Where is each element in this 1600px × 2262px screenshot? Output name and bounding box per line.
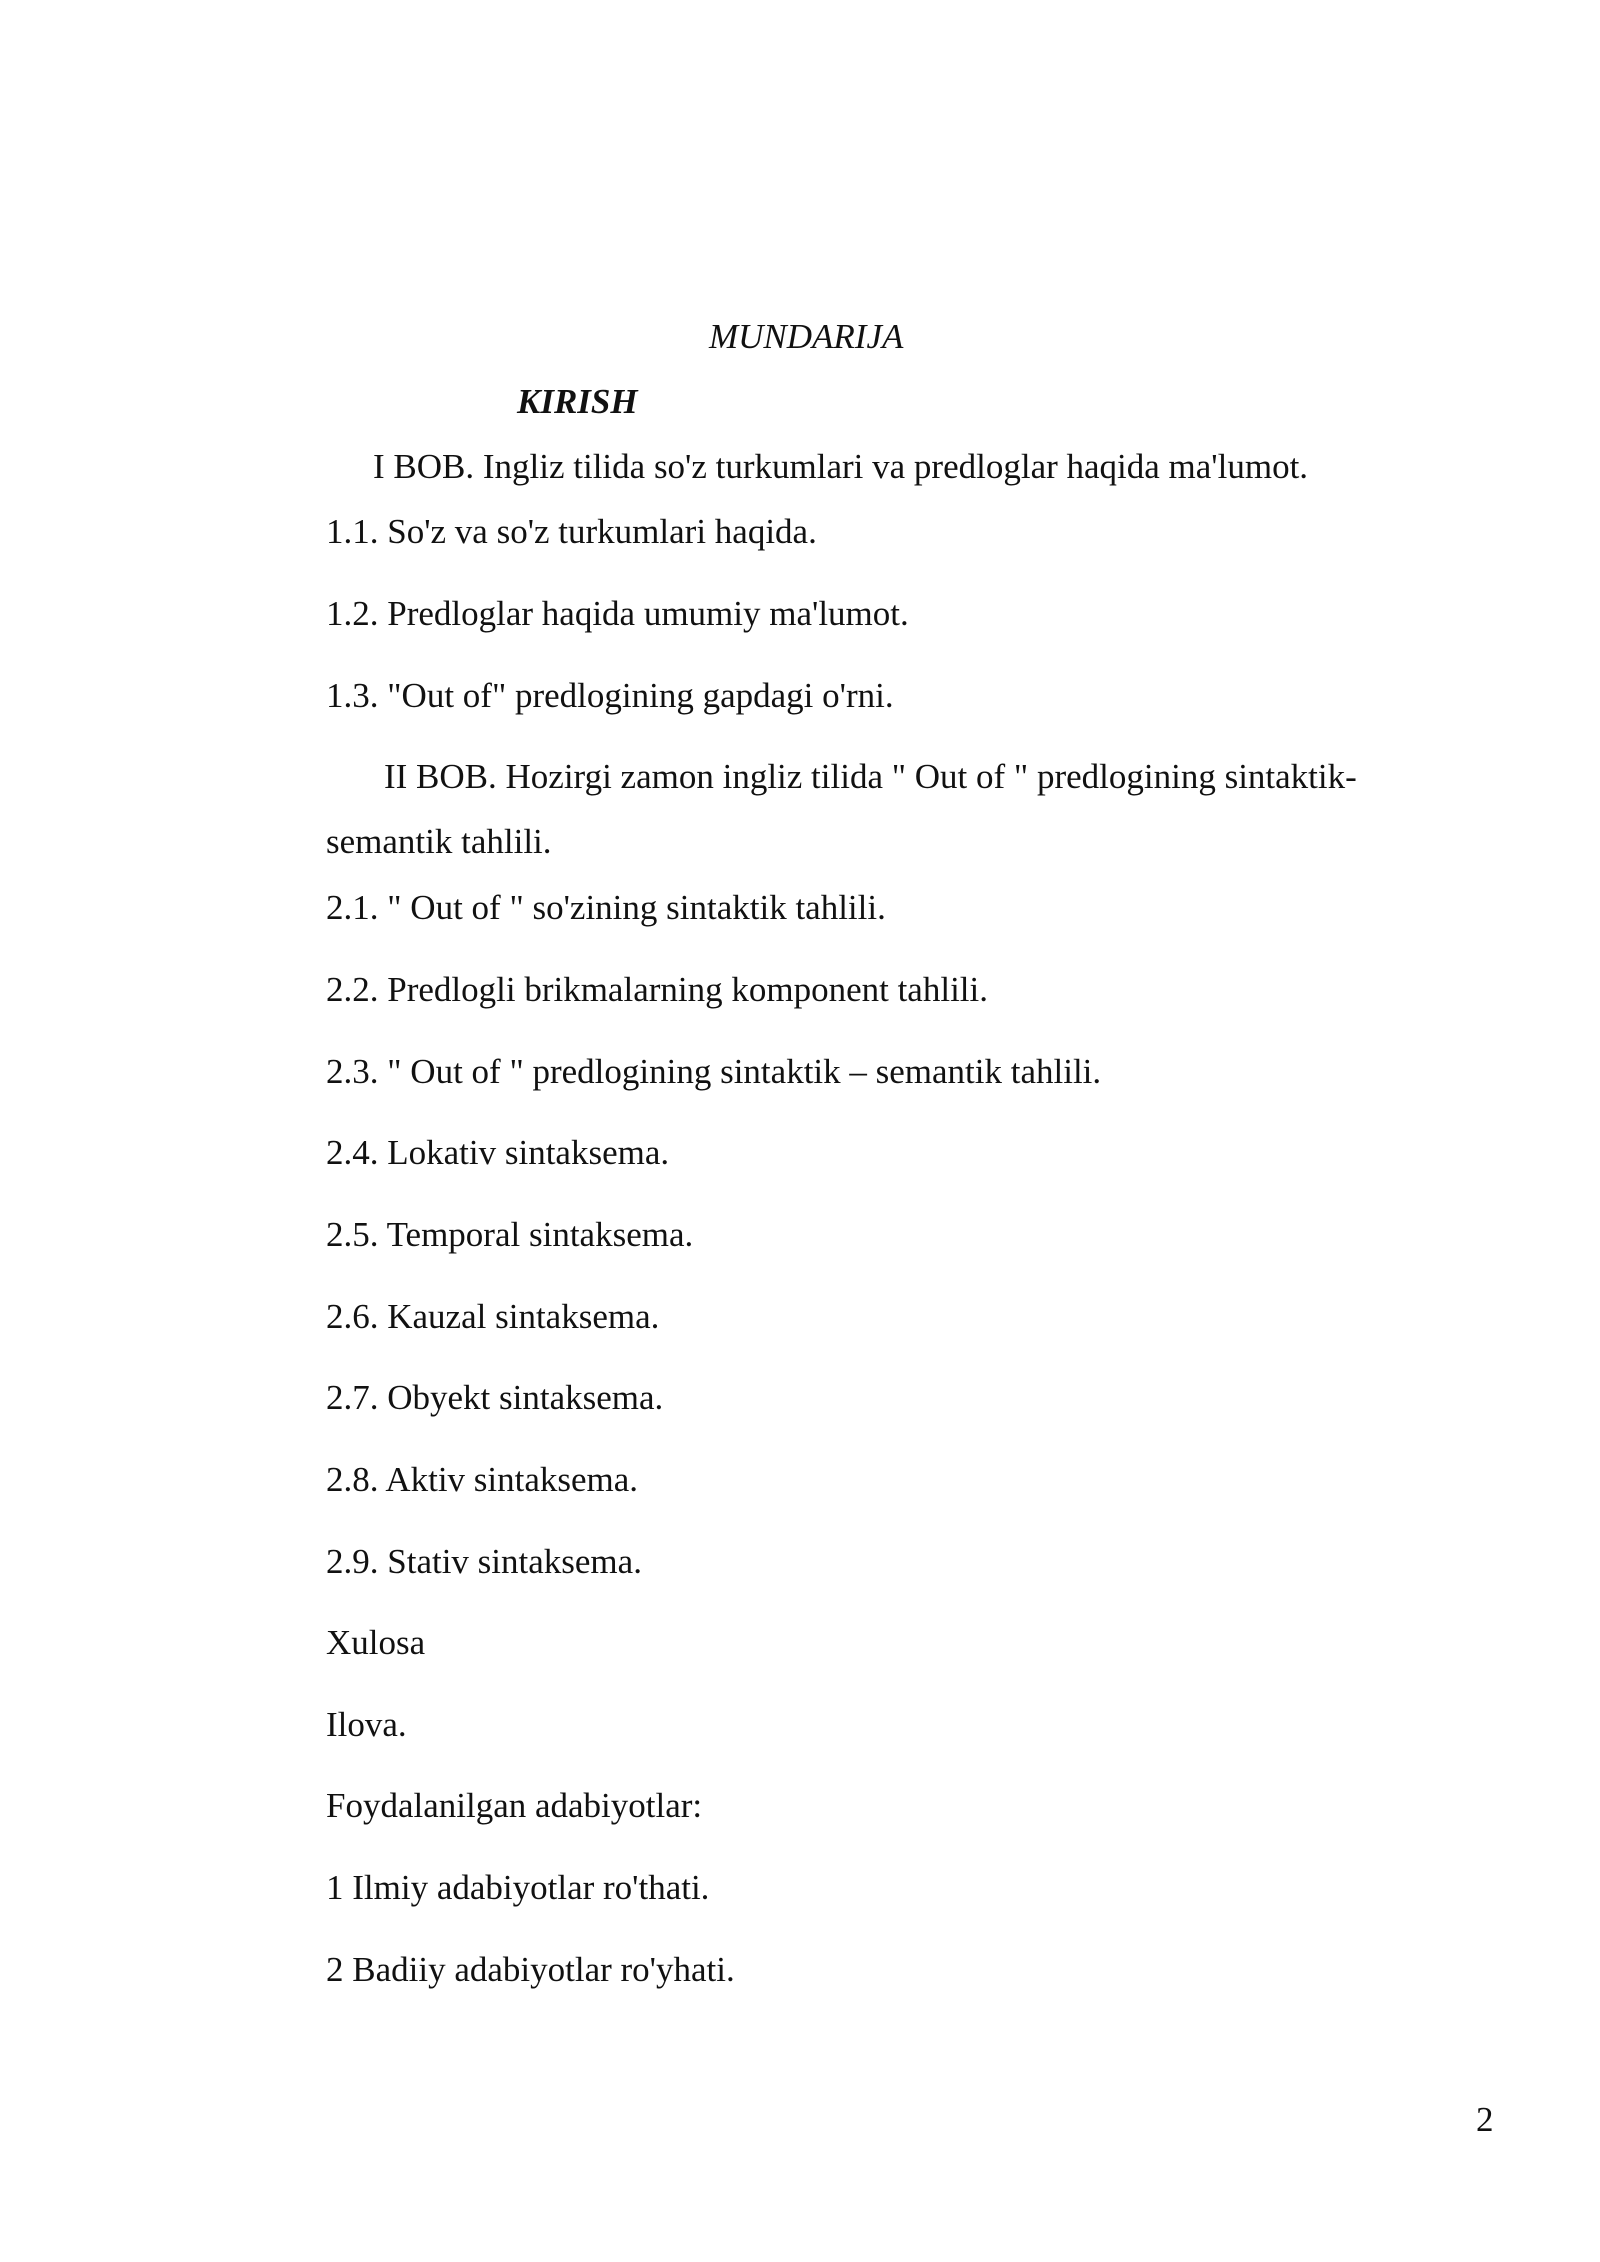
toc-entry-2-9: 2.9. Stativ sintaksema. xyxy=(326,1542,642,1581)
chapter-1-heading: I BOB. Ingliz tilida so'z turkumlari va predloglar haqida ma'lumot. xyxy=(373,447,1309,486)
toc-entry-2-4: 2.4. Lokativ sintaksema. xyxy=(326,1133,670,1172)
chapter-2-heading-line-2: semantik tahlili. xyxy=(326,822,552,861)
toc-entry-scientific-literature: 1 Ilmiy adabiyotlar ro'thati. xyxy=(326,1868,710,1907)
toc-entry-1-3: 1.3. "Out of" predlogining gapdagi o'rni. xyxy=(326,676,894,715)
toc-entry-2-3: 2.3. " Out of " predlogining sintaktik – semantik tahlili. xyxy=(326,1052,1102,1091)
table-of-contents-title: MUNDARIJA xyxy=(709,317,904,356)
toc-entry-fiction-literature: 2 Badiiy adabiyotlar ro'yhati. xyxy=(326,1950,735,1989)
toc-entry-2-2: 2.2. Predlogli brikmalarning komponent tahlili. xyxy=(326,970,988,1009)
toc-entry-references: Foydalanilgan adabiyotlar: xyxy=(326,1786,703,1825)
toc-entry-appendix: Ilova. xyxy=(326,1705,407,1744)
chapter-2-heading-line-1: II BOB. Hozirgi zamon ingliz tilida " Out of " predlogining sintaktik- xyxy=(384,757,1357,796)
toc-entry-1-2: 1.2. Predloglar haqida umumiy ma'lumot. xyxy=(326,594,909,633)
toc-entry-conclusion: Xulosa xyxy=(326,1623,426,1662)
toc-entry-2-7: 2.7. Obyekt sintaksema. xyxy=(326,1378,664,1417)
introduction-heading: KIRISH xyxy=(517,382,638,421)
toc-entry-2-6: 2.6. Kauzal sintaksema. xyxy=(326,1297,660,1336)
toc-entry-2-8: 2.8. Aktiv sintaksema. xyxy=(326,1460,639,1499)
toc-entry-2-1: 2.1. " Out of " so'zining sintaktik tahlili. xyxy=(326,888,886,927)
toc-entry-2-5: 2.5. Temporal sintaksema. xyxy=(326,1215,694,1254)
toc-entry-1-1: 1.1. So'z va so'z turkumlari haqida. xyxy=(326,512,817,551)
page-number: 2 xyxy=(1476,2100,1494,2139)
chapter-2-heading xyxy=(326,757,1456,862)
